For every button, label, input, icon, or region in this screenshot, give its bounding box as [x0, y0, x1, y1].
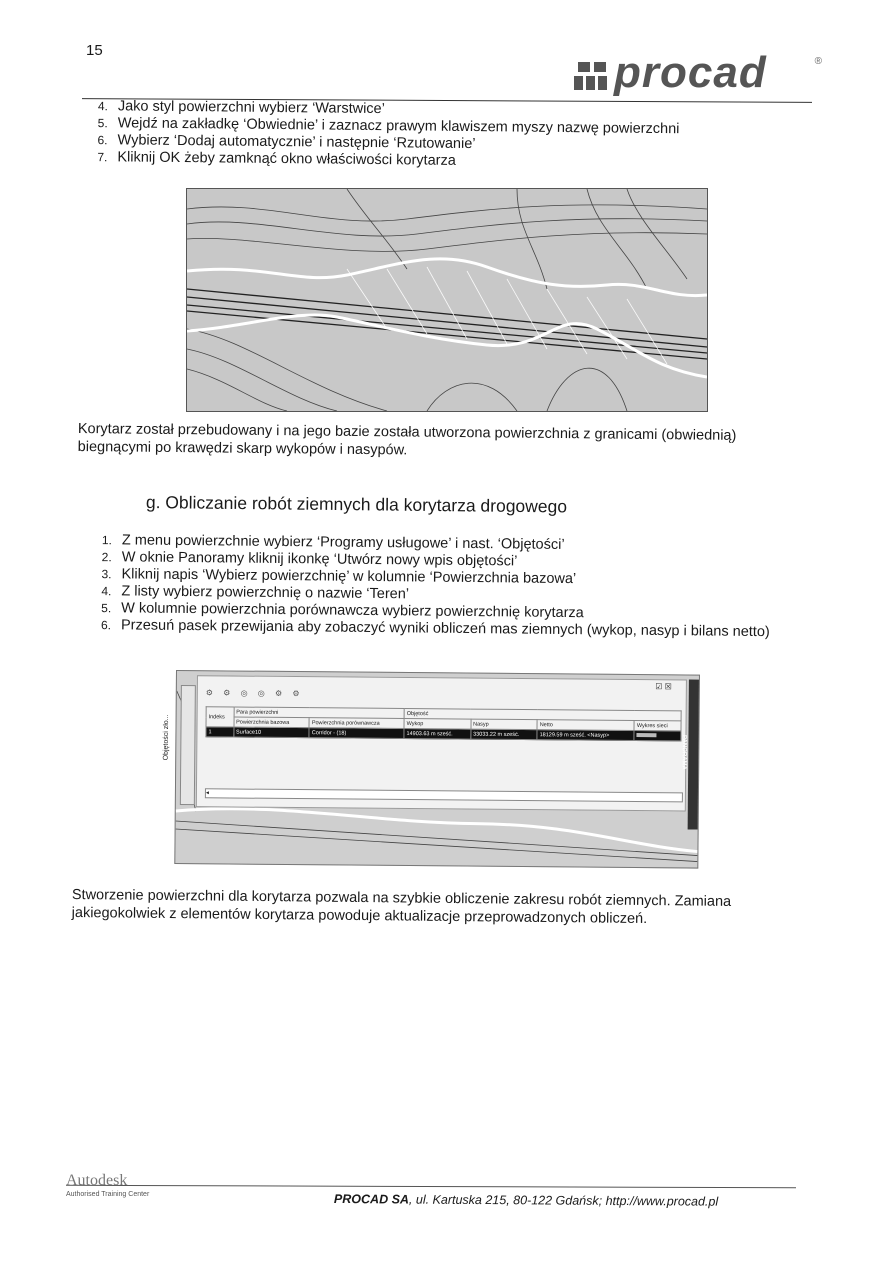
- list-item: 1. Z menu powierzchnie wybierz ‘Programy usługowe’ i nast. ‘Objętości’: [101, 532, 565, 553]
- panel-window-buttons[interactable]: ☑ ☒: [655, 682, 672, 692]
- list-item: 2. W oknie Panoramy kliknij ikonkę ‘Utwórz nowy wpis objętości’: [101, 549, 518, 570]
- autodesk-subtitle: Authorised Training Center: [66, 1191, 150, 1198]
- footer-company: PROCAD SA: [333, 1192, 410, 1207]
- contour-drawing: [187, 189, 707, 411]
- horizontal-scrollbar[interactable]: ◂: [205, 788, 683, 802]
- col-net-graph-header: Wykres sieci: [634, 721, 681, 731]
- col-index-header: Indeks: [206, 707, 234, 727]
- list-item: 4. Jako styl powierzchni wybierz ‘Warstwice’: [97, 98, 385, 118]
- cell-fill[interactable]: 33033.22 m sześć.: [471, 729, 538, 740]
- list-item: 5. Wejdź na zakładkę ‘Obwiednie’ i zaznacz prawym klawiszem myszy nazwę powierzchni: [97, 115, 680, 138]
- cell-net-graph[interactable]: [634, 731, 681, 741]
- volumes-table: [205, 706, 681, 741]
- cell-base[interactable]: Surface10: [234, 727, 310, 738]
- col-pair-header: Para powierzchni: [234, 707, 405, 718]
- list-item: 6. Wybierz ‘Dodaj automatycznie’ i następnie ‘Rzutowanie’: [97, 132, 476, 153]
- footer-address: [334, 1192, 718, 1209]
- panorama-volumes-screenshot: [162, 670, 700, 869]
- panorama-title-bar[interactable]: PANORAMA: [688, 679, 699, 829]
- section-heading: g. Obliczanie robót ziemnych dla korytarza drogowego: [145, 492, 568, 517]
- paragraph-corridor-rebuilt: Korytarz został przebudowany i na jego bazie została utworzona powierzchnia z granicami (obwiednią) biegnącymi po krawędzi skarp wykopów i nasypów.: [77, 420, 737, 459]
- list-item: 5. W kolumnie powierzchnia porównawcza wybierz powierzchnię korytarza: [101, 600, 584, 622]
- page-number: 15: [86, 42, 103, 59]
- logo-text: procad: [614, 48, 767, 97]
- list-item: 7. Kliknij OK żeby zamknąć okno właściwości korytarza: [97, 149, 456, 169]
- procad-logo: [572, 48, 822, 104]
- col-volume-header: Objętość: [404, 708, 681, 720]
- steps-list-bottom: [89, 532, 780, 641]
- autodesk-logo: Autodesk: [66, 1172, 128, 1189]
- volumes-side-tab[interactable]: Objętości zło...: [180, 685, 196, 805]
- col-net-header: Netto: [537, 720, 634, 731]
- footer-address-text: , ul. Kartuska 215, 80-122 Gdańsk; http://www.procad.pl: [408, 1192, 719, 1209]
- list-item: 6. Przesuń pasek przewijania aby zobaczyć wyniki obliczeń mas ziemnych (wykop, nasyp i bilans netto): [100, 617, 770, 641]
- cell-net[interactable]: 18129.59 m sześć. <Nasyp>: [537, 730, 634, 741]
- paragraph-summary: Stworzenie powierzchni dla korytarza pozwala na szybkie obliczenie zakresu robót ziemnych. Zamiana jakiegokolwiek z elementów korytarza powoduje aktualizacje przeprowadzonych obliczeń.: [71, 886, 732, 928]
- col-compare-header: Powierzchnia porównawcza: [309, 718, 404, 729]
- list-item: 4. Z listy wybierz powierzchnię o nazwie ‘Teren’: [101, 583, 410, 603]
- panorama-panel: [196, 675, 687, 811]
- steps-list-top: [85, 98, 766, 173]
- col-cut-header: Wykop: [404, 718, 471, 729]
- cell-index[interactable]: 1: [206, 727, 234, 737]
- registered-mark: ®: [814, 56, 822, 67]
- cell-cut[interactable]: 14903.63 m sześć.: [404, 728, 471, 739]
- list-item: 3. Kliknij napis ‘Wybierz powierzchnię’ w kolumnie ‘Powierzchnia bazowa’: [101, 566, 577, 588]
- procad-mark-icon: [574, 62, 610, 92]
- corridor-contour-figure: [186, 188, 708, 412]
- panel-toolbar-icons[interactable]: ⚙ ⚙ ◎ ◎ ⚙ ⚙: [205, 688, 304, 699]
- col-fill-header: Nasyp: [471, 719, 538, 730]
- col-base-header: Powierzchnia bazowa: [234, 717, 310, 728]
- cell-compare[interactable]: Corridor - (18): [309, 728, 404, 739]
- footer-rule: [66, 1185, 796, 1189]
